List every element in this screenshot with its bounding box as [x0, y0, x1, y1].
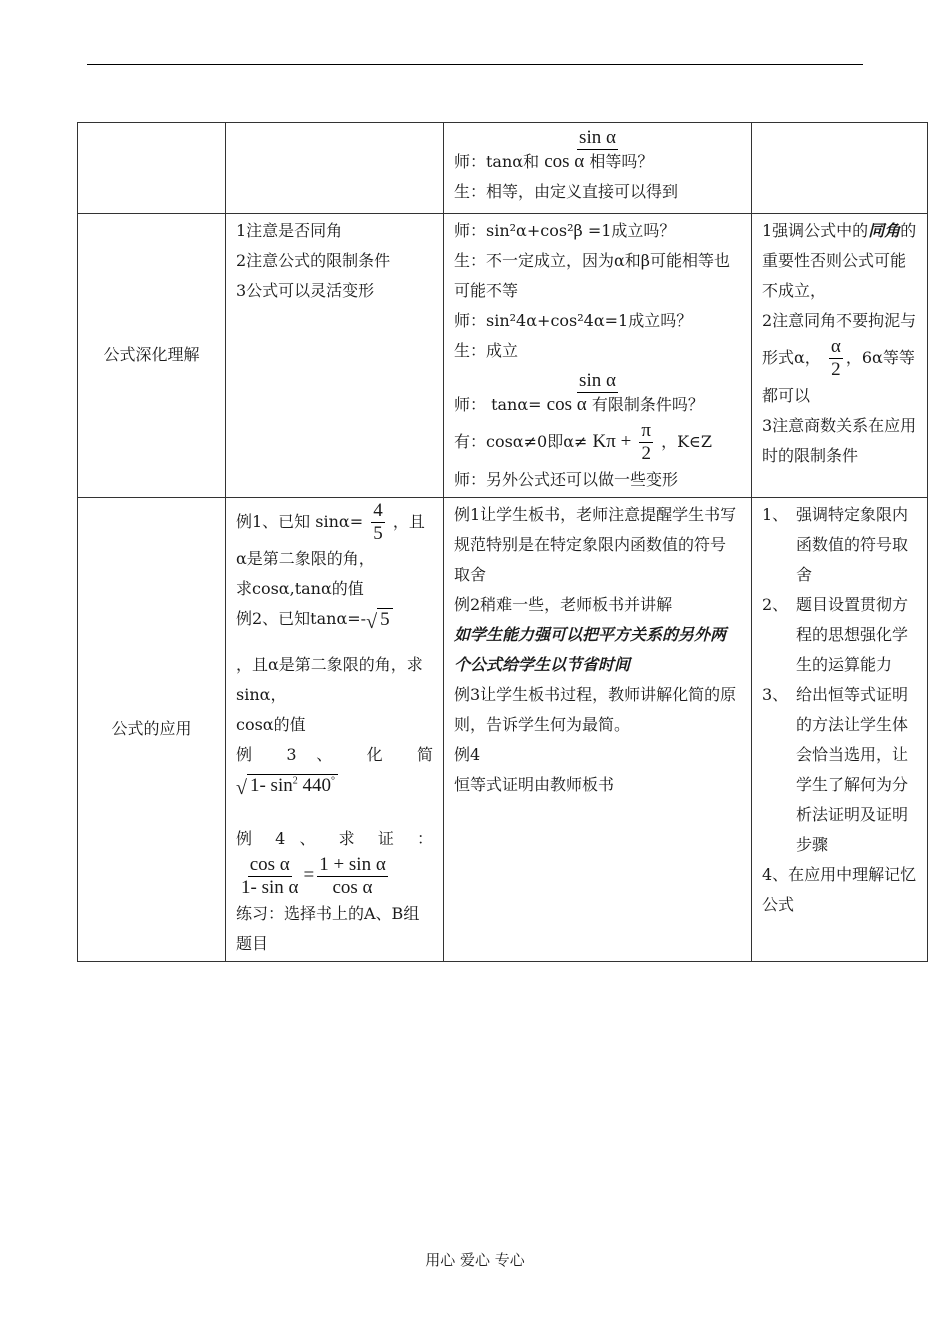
- radicand: 1- sin: [249, 775, 293, 797]
- question-text-end: 相等吗？: [589, 152, 654, 171]
- example-text: 例2、已知tanα=-: [236, 609, 367, 629]
- equals-sign: =: [303, 865, 315, 887]
- degree-mark: °: [330, 775, 335, 787]
- example-text: 例1、已知 sinα=: [236, 511, 364, 531]
- note-text: ，6α等等都可以: [762, 347, 915, 405]
- example-text: 求cosα,tanα的值: [236, 579, 364, 599]
- emphasis-text: 如学生能力强可以把平方关系的另外两个公式给学生以节省时间: [454, 624, 727, 674]
- example-3: 例 3 、 化 简: [236, 745, 433, 765]
- teacher-question: 师：sin²4α+cos²4α=1成立吗？: [454, 311, 693, 330]
- stage-cell-empty: [78, 123, 226, 214]
- question-text: 师：tanα和: [454, 152, 540, 171]
- condition-text-end: ，K∈Z: [661, 431, 712, 451]
- fraction-denominator: cos α: [544, 151, 585, 172]
- activity-text: 例1让学生板书，老师注意提醒学生书写规范特别是在特定象限内函数值的符号取舍: [454, 504, 737, 584]
- example-4-identity: [236, 854, 433, 899]
- angle-value: 440: [302, 775, 331, 797]
- list-item: 4、在应用中理解记忆公式: [762, 864, 917, 914]
- fraction-numerator: cos α: [249, 854, 290, 876]
- fraction-denominator: 2: [831, 358, 841, 380]
- teacher-question: [454, 147, 741, 177]
- note-text: 1强调公式中的: [762, 221, 869, 240]
- fraction-denominator: 5: [373, 522, 383, 544]
- example-text: ，且α是第二象限的角，求sinα，: [236, 655, 423, 705]
- question-text: 师： tanα=: [454, 395, 542, 414]
- example-3-expression: [236, 770, 433, 800]
- condition-text: 有：cosα≠0即α≠: [454, 431, 588, 451]
- note-point: [762, 216, 917, 306]
- activity-text: 恒等式证明由教师板书: [454, 774, 615, 794]
- k-pi-term: Kπ +: [592, 430, 632, 452]
- notes-cell: [752, 497, 928, 961]
- fraction-denominator: 1- sin α: [241, 877, 299, 899]
- content-point: 3公式可以灵活变形: [236, 281, 375, 300]
- stage-label: 公式的应用: [78, 497, 226, 961]
- fraction-denominator: 2: [641, 442, 651, 464]
- header-rule: [87, 64, 863, 65]
- list-item: [762, 680, 917, 860]
- list-text: 题目设置贯彻方程的思想强化学生的运算能力: [796, 594, 909, 674]
- example-1: [236, 500, 433, 575]
- teacher-question: [454, 390, 741, 420]
- student-answer: 生：成立: [454, 341, 519, 360]
- list-number: 1、: [762, 504, 789, 524]
- fraction-denominator: cos α: [546, 394, 587, 415]
- list-text: 强调特定象限内函数值的符号取舍: [796, 504, 909, 584]
- student-answer: 生：相等，由定义直接可以得到: [454, 182, 679, 201]
- note-text: 的重要性否则公式可能不成立，: [762, 221, 917, 300]
- radical-sign: √: [366, 610, 378, 633]
- content-point: 1注意是否同角: [236, 221, 343, 240]
- student-answer: 生：不一定成立，因为α和β可能相等也可能不等: [454, 251, 731, 300]
- fraction-numerator: 1 + sin α: [319, 854, 386, 876]
- teacher-question: 师：sin²α+cos²β =1成立吗？: [454, 221, 676, 240]
- example-4: 例 4 、 求 证 ：: [236, 829, 433, 849]
- activity-cell: [444, 497, 752, 961]
- list-number: 2、: [762, 594, 789, 614]
- table-row: [78, 497, 928, 961]
- pi-over-2-fraction: [639, 420, 653, 465]
- content-point: 2注意公式的限制条件: [236, 251, 391, 270]
- note-text: 2注意同角不要拘泥与形式α，: [762, 311, 917, 367]
- activity-text: 例4: [454, 744, 481, 764]
- fraction-numerator: α: [830, 336, 841, 357]
- square-root: [366, 608, 392, 632]
- page-footer: 用心 爱心 专心: [425, 1251, 525, 1269]
- practice-note: 练习：选择书上的A、B组题目: [236, 904, 420, 954]
- alpha-over-2-fraction: [829, 336, 843, 381]
- fraction-numerator: sin α: [579, 370, 616, 392]
- notes-cell: [752, 214, 928, 498]
- activity-cell: [444, 214, 752, 498]
- content-cell: [226, 214, 444, 498]
- activity-cell: [444, 123, 752, 214]
- table-row: [78, 123, 928, 214]
- notes-cell-empty: [752, 123, 928, 214]
- stage-label: 公式深化理解: [78, 214, 226, 498]
- question-text-end: 有限制条件吗？: [591, 395, 704, 414]
- fraction-numerator: sin α: [579, 127, 616, 149]
- content-cell-empty: [226, 123, 444, 214]
- fraction-denominator: cos α: [332, 877, 373, 899]
- table-row: [78, 214, 928, 498]
- example-text: ，且α是第二象限的角，: [236, 511, 425, 569]
- emphasis-text: 同角: [868, 221, 901, 240]
- teacher-remark: 师：另外公式还可以做一些变形: [454, 469, 679, 489]
- fraction-numerator: 4: [373, 499, 383, 521]
- content-cell: [226, 497, 444, 961]
- example-text: cosα的值: [236, 715, 306, 735]
- list-text: 给出恒等式证明的方法让学生体会恰当选用，让学生了解何为分析法证明及证明步骤: [796, 684, 909, 854]
- note-point: 3注意商数关系在应用时的限制条件: [762, 415, 917, 465]
- activity-text: 例2稍难一些，老师板书并讲解: [454, 594, 673, 614]
- condition-line: [454, 420, 741, 465]
- example-2: [236, 604, 433, 634]
- fraction-numerator: π: [641, 420, 651, 441]
- lesson-plan-table: [77, 122, 928, 962]
- note-point: [762, 306, 917, 411]
- four-fifths-fraction: [371, 500, 385, 545]
- list-item: [762, 500, 917, 590]
- radical-sign: √: [236, 776, 247, 799]
- list-item: [762, 590, 917, 680]
- list-number: 3、: [762, 684, 789, 704]
- radicand: 5: [377, 608, 393, 632]
- activity-text: 例3让学生板书过程，教师讲解化简的原则，告诉学生何为最简。: [454, 684, 737, 734]
- exponent: 2: [292, 775, 298, 787]
